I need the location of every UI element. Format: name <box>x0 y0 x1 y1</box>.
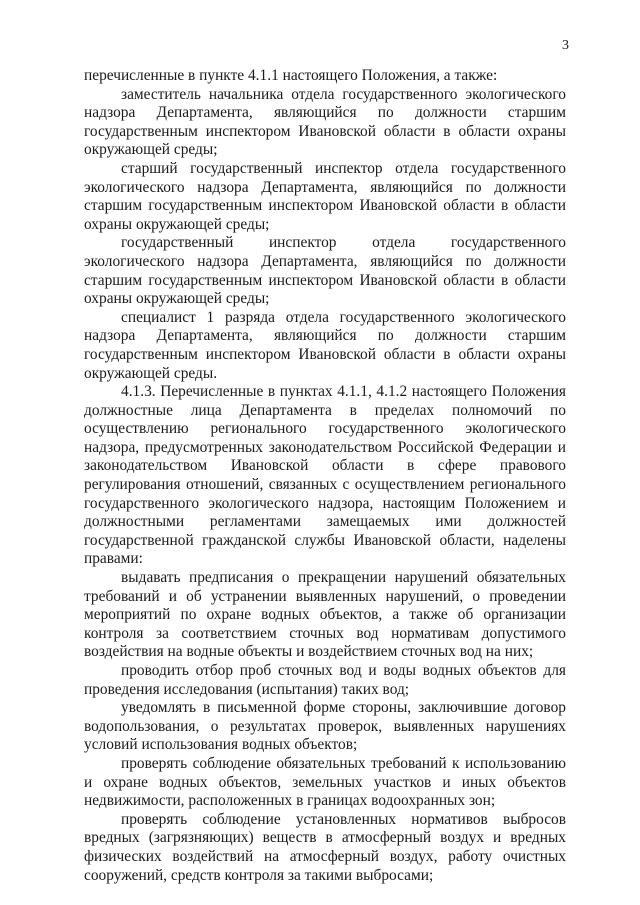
paragraph-3: старший государственный инспектор отдела государственного экологического надзора Департамента, являющийся по должности старшим государственным инспектором Ивановской области в области охраны окружающей среды; <box>84 159 566 233</box>
paragraph-1: перечисленные в пункте 4.1.1 настоящего Положения, а также: <box>84 67 498 84</box>
paragraph-8: проводить отбор проб сточных вод и воды водных объектов для проведения исследования (испытания) таких вод; <box>84 662 566 698</box>
paragraph-11: проверять соблюдение установленных нормативов выбросов вредных (загрязняющих) веществ в атмосферный воздух и вредных физических воздействий на атмосферный воздух, работу очистных сооружений, средств контроля за такими выбросами; <box>84 810 566 884</box>
paragraph-2: заместитель начальника отдела государственного экологического надзора Департамента, являющийся по должности старшим государственным инспектором Ивановской области в области охраны окружающей среды; <box>84 85 566 159</box>
paragraph-5: специалист 1 разряда отдела государственного экологического надзора Департамента, являющийся по должности старшим государственным инспектором Ивановской области в области охраны окружающей среды. <box>84 308 566 382</box>
paragraph-9: уведомлять в письменной форме стороны, заключившие договор водопользования, о результатах проверок, выявленных нарушениях условий использования водных объектов; <box>84 699 566 754</box>
document-body <box>84 67 566 885</box>
paragraph-10: проверять соблюдение обязательных требований к использованию и охране водных объектов, земельных участков и иных объектов недвижимости, расположенных в границах водоохранных зон; <box>84 754 566 810</box>
page-number: 3 <box>562 38 569 53</box>
paragraph-7: выдавать предписания о прекращении нарушений обязательных требований и об устранении выявленных нарушений, о проведении мероприятий по охране водных объектов, а также об организации контроля за соответствием сточных вод нормативам допустимого воздействия на водные объекты и воздействием сточных вод на них; <box>84 569 566 661</box>
paragraph-6: 4.1.3. Перечисленные в пунктах 4.1.1, 4.1.2 настоящего Положения должностные лица Департамента в пределах полномочий по осуществлению регионального государственного экологического надзора, предусмотренных законодательством Российской Федерации и законодательством Ивановской области в сфере правового регулирования отношений, связанных с осуществлением регионального государственного экологического надзора, настоящим Положением и должностными регламентами замещаемых ими должностей государственной гражданской службы Ивановской области, наделены правами: <box>84 383 566 568</box>
paragraph-4: государственный инспектор отдела государственного экологического надзора Департамента, являющийся по должности старшим государственным инспектором Ивановской области в области охраны окружающей среды; <box>84 234 566 308</box>
